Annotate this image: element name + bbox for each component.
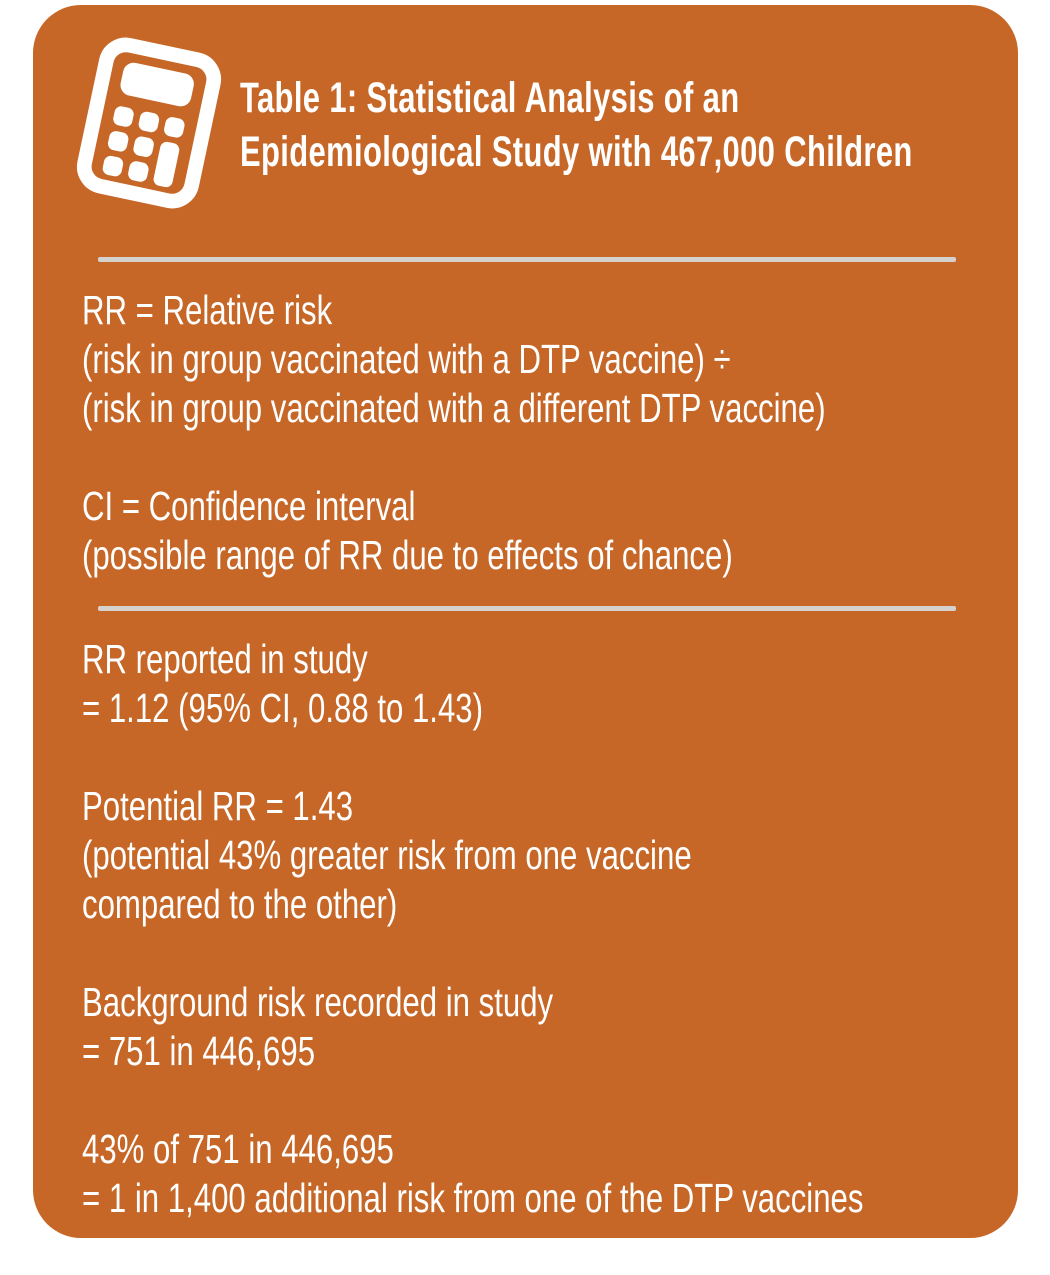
divider-top — [98, 257, 956, 262]
card-header — [82, 29, 990, 241]
rr-reported-line: = 1.12 (95% CI, 0.88 to 1.43) — [82, 685, 484, 731]
definitions-section — [82, 286, 826, 580]
potential-rr-line: Potential RR = 1.43 — [82, 783, 354, 829]
ci-definition — [82, 482, 772, 580]
potential-rr-line: compared to the other) — [82, 881, 398, 927]
divider-middle — [98, 606, 956, 611]
page-title — [240, 71, 913, 179]
results-section — [82, 635, 864, 1223]
ci-definition-line: (possible range of RR due to effects of chance) — [82, 532, 733, 578]
additional-risk-line: = 1 in 1,400 additional risk from one of the DTP vaccines — [82, 1175, 864, 1221]
background-risk-line: Background risk recorded in study — [82, 979, 554, 1025]
background-risk-block — [82, 978, 772, 1076]
rr-definition-line: (risk in group vaccinated with a DTP vaccine) ÷ — [82, 336, 731, 382]
ci-definition-line: CI = Confidence interval — [82, 483, 416, 529]
rr-reported-block — [82, 635, 772, 733]
additional-risk-line: 43% of 751 in 446,695 — [82, 1126, 394, 1172]
table-card — [33, 5, 1018, 1238]
additional-risk-block — [82, 1125, 864, 1223]
rr-definition-line: (risk in group vaccinated with a different DTP vaccine) — [82, 385, 826, 431]
title-line-1: Table 1: Statistical Analysis of an — [240, 74, 740, 122]
rr-reported-line: RR reported in study — [82, 636, 368, 682]
calculator-icon — [58, 29, 240, 217]
rr-definition — [82, 286, 826, 433]
rr-definition-line: RR = Relative risk — [82, 287, 333, 333]
title-line-2: Epidemiological Study with 467,000 Children — [240, 128, 913, 176]
potential-rr-line: (potential 43% greater risk from one vaccine — [82, 832, 692, 878]
background-risk-line: = 751 in 446,695 — [82, 1028, 316, 1074]
potential-rr-block — [82, 782, 772, 929]
